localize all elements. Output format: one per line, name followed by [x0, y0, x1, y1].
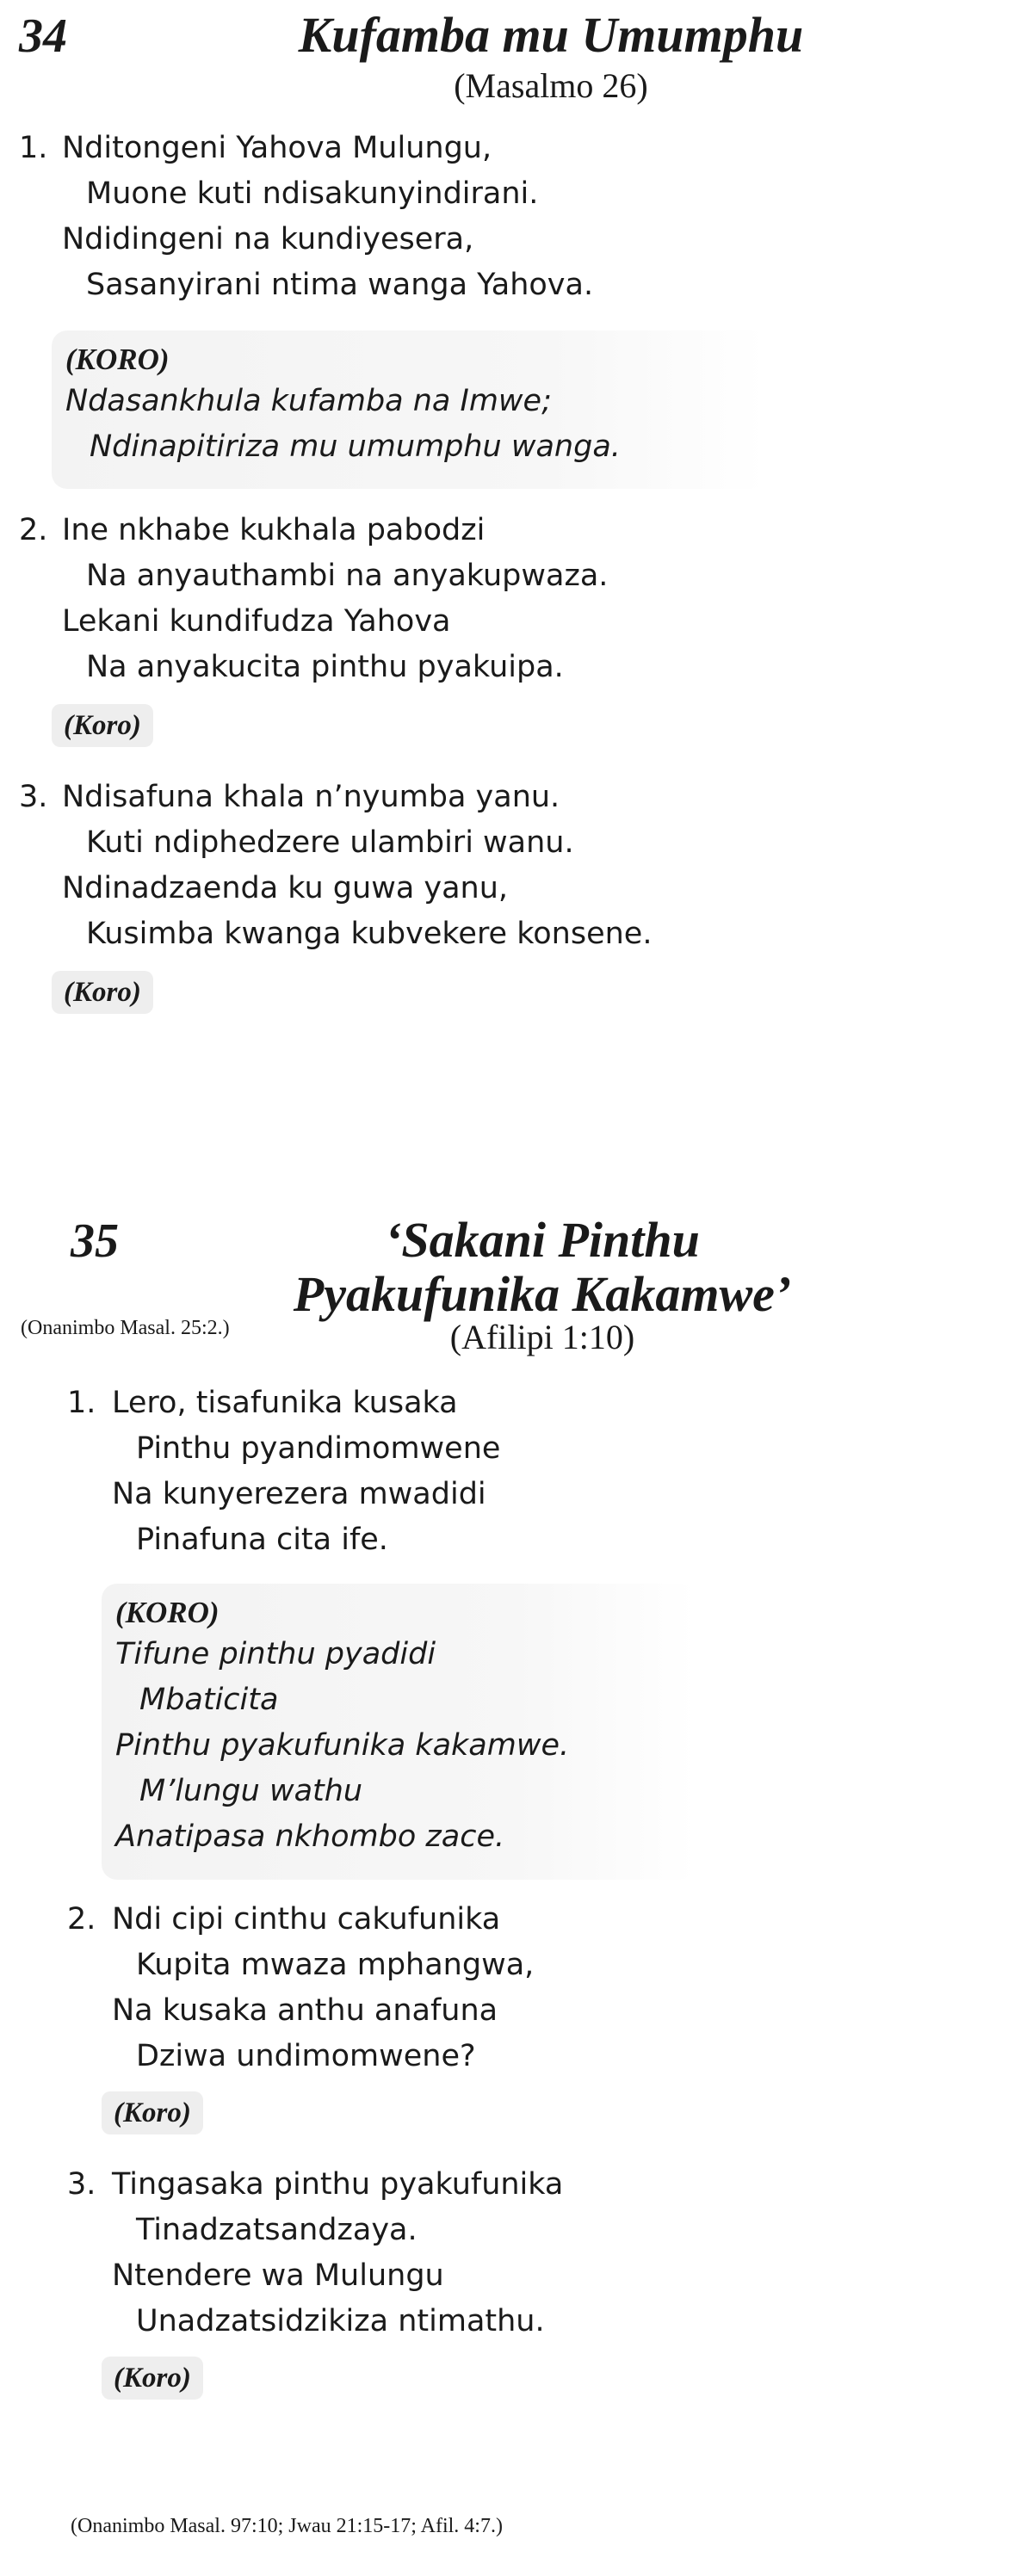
verse-line: Sasanyirani ntima wanga Yahova.	[86, 268, 594, 302]
verse-line: Nditongeni Yahova Mulungu,	[62, 131, 492, 165]
verse-line: Ndi cipi cinthu cakufunika	[112, 1902, 501, 1937]
verse-line: Na anyauthambi na anyakupwaza.	[86, 559, 609, 593]
verse-label: 1.	[19, 131, 48, 165]
verse-line: Pinthu pyandimomwene	[136, 1431, 501, 1466]
song-title-line: Pyakufunika Kakamwe’	[293, 1265, 792, 1322]
verse-line: Unadzatsidzikiza ntimathu.	[136, 2304, 545, 2338]
verse-line: Ndinadzaenda ku guwa yanu,	[62, 871, 509, 905]
verse-line: Na kunyerezera mwadidi	[112, 1477, 486, 1511]
song-title	[198, 1214, 887, 1321]
chorus-box	[102, 1584, 696, 1880]
chorus-box	[52, 330, 766, 489]
verse-label: 3.	[19, 780, 48, 814]
song-title: Kufamba mu Umumphu	[298, 7, 804, 63]
verse-line: Na kusaka anthu anafuna	[112, 1993, 498, 2028]
chorus-heading: (KORO)	[65, 343, 170, 376]
verse-line: Ntendere wa Mulungu	[112, 2258, 444, 2293]
verse-line: Tingasaka pinthu pyakufunika	[112, 2167, 564, 2202]
song-subtitle: (Masalmo 26)	[454, 66, 648, 105]
verse-line: Pinafuna cita ife.	[136, 1523, 388, 1557]
chorus-reference: (Koro)	[52, 704, 153, 747]
chorus-line: Mbaticita	[139, 1683, 279, 1717]
verse-line: Lero, tisafunika kusaka	[112, 1386, 458, 1420]
footer-reference: (Onanimbo Masal. 97:10; Jwau 21:15-17; Afil. 4:7.)	[71, 2515, 503, 2537]
song-number: 35	[71, 1214, 119, 1268]
chorus-reference: (Koro)	[52, 971, 153, 1014]
chorus-reference: (Koro)	[102, 2091, 203, 2134]
verse-line: Ndisafuna khala n’nyumba yanu.	[62, 780, 560, 814]
chorus-heading: (KORO)	[115, 1596, 220, 1629]
chorus-line: Tifune pinthu pyadidi	[115, 1637, 436, 1671]
verse-line: Dziwa undimomwene?	[136, 2039, 476, 2073]
verse-line: Tinadzatsandzaya.	[136, 2213, 418, 2247]
song-number: 34	[19, 9, 67, 63]
verse-line: Na anyakucita pinthu pyakuipa.	[86, 650, 564, 684]
verse-line: Kusimba kwanga kubvekere konsene.	[86, 917, 653, 951]
verse-label: 2.	[19, 513, 48, 547]
chorus-reference: (Koro)	[102, 2357, 203, 2400]
chorus-line: Anatipasa nkhombo zace.	[115, 1819, 505, 1854]
verse-line: Muone kuti ndisakunyindirani.	[86, 176, 539, 211]
verse-line: Ine nkhabe kukhala pabodzi	[62, 513, 486, 547]
chorus-line: Pinthu pyakufunika kakamwe.	[115, 1728, 570, 1763]
chorus-line: M’lungu wathu	[139, 1774, 363, 1808]
verse-line: Lekani kundifudza Yahova	[62, 604, 451, 639]
verse-line: Kuti ndiphedzere ulambiri wanu.	[86, 825, 574, 860]
verse-line: Ndidingeni na kundiyesera,	[62, 222, 474, 256]
chorus-line: Ndasankhula kufamba na Imwe;	[65, 384, 552, 418]
verse-label: 3.	[67, 2167, 96, 2202]
chorus-line: Ndinapitiriza mu umumphu wanga.	[90, 429, 621, 464]
song-subtitle: (Afilipi 1:10)	[449, 1318, 635, 1356]
song-title-line: ‘Sakani Pinthu	[385, 1212, 700, 1268]
verse-label: 1.	[67, 1386, 96, 1420]
verse-line: Kupita mwaza mphangwa,	[136, 1948, 535, 1982]
song-reference: (Onanimbo Masal. 25:2.)	[21, 1317, 230, 1339]
verse-label: 2.	[67, 1902, 96, 1937]
